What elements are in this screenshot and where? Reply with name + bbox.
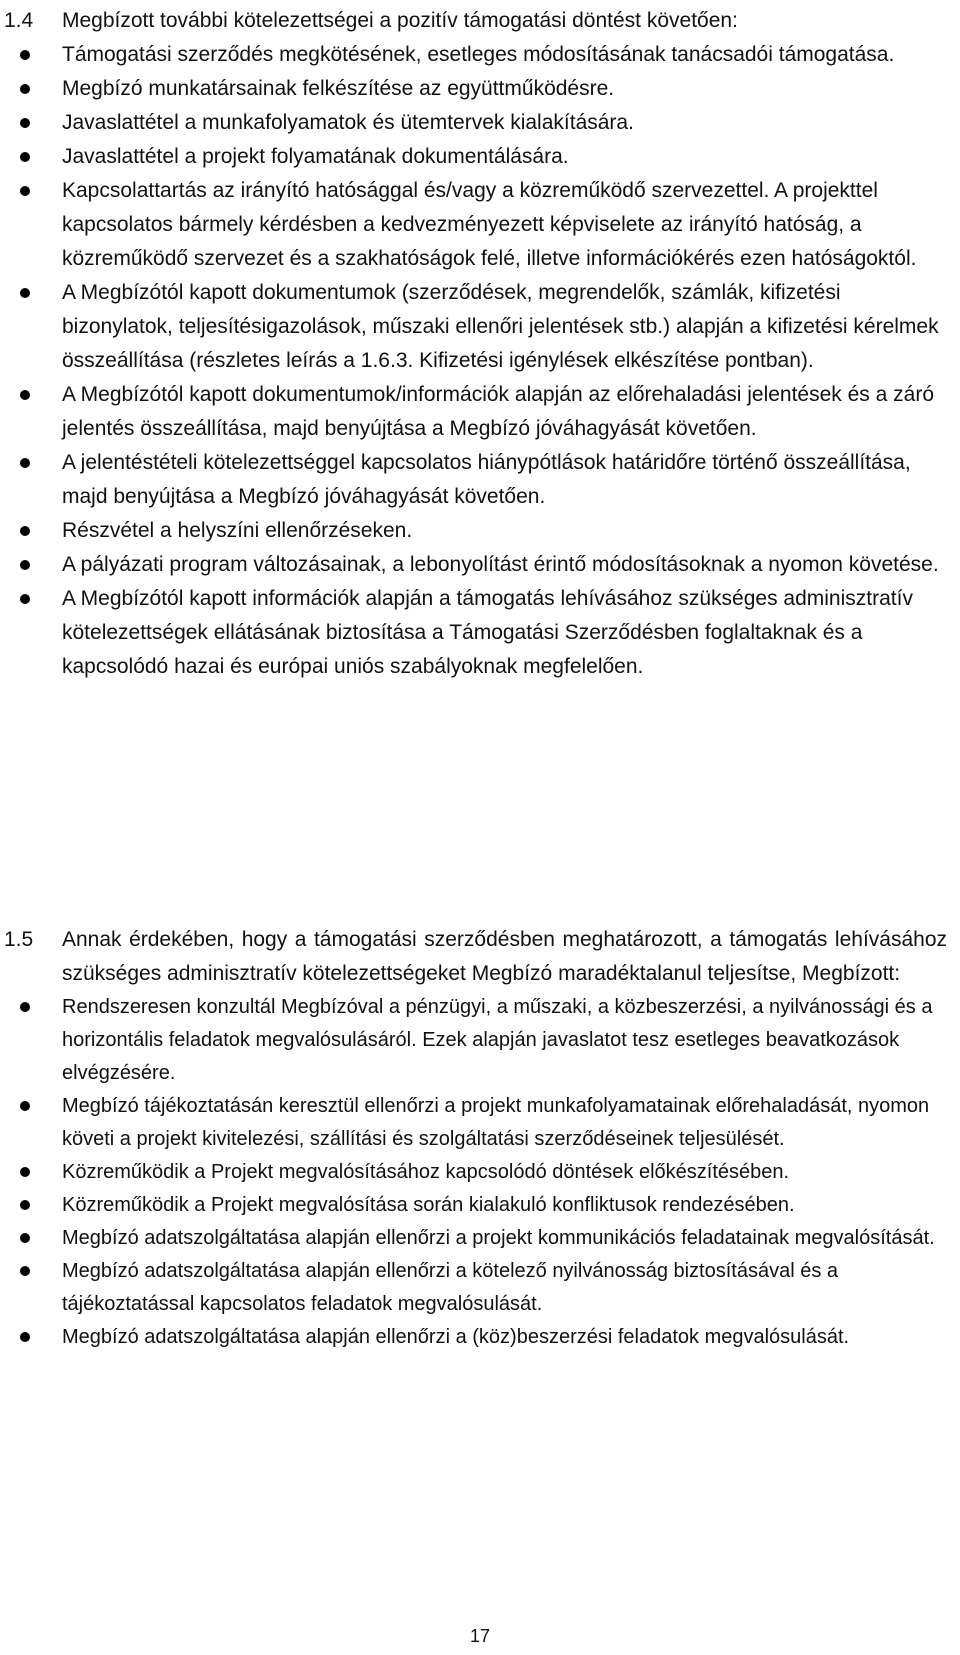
list-item-text: Megbízó tájékoztatásán keresztül ellenőrzi a projekt munkafolyamatainak előrehaladását, nyomon követi a projekt kivitelezési, szállítási és szolgáltatási szerződéseinek teljesülését. [62,1095,930,1150]
section-1-4 [0,4,960,684]
list-item-text: Támogatási szerződés megkötésének, esetleges módosításának tanácsadói támogatása. [62,43,895,66]
list-item [0,548,947,582]
list-item [0,1321,947,1354]
bullet-icon [20,118,30,128]
bullet-icon [20,594,30,604]
list-item [0,378,947,446]
list-item-text: A Megbízótól kapott információk alapján a támogatás lehívásához szükséges adminisztratív kötelezettségek ellátásának biztosítása a Támogatási Szerződésben foglaltaknak és a kapcsolódó hazai és európai uniós szabályoknak megfelelően. [62,587,913,678]
list-item [0,1090,947,1156]
section-number: 1.4 [4,9,34,32]
list-item [0,514,947,548]
bullet-icon [20,1266,30,1276]
bullet-icon [20,1101,30,1111]
list-item [0,1255,947,1321]
bullet-icon [20,1233,30,1243]
list-item [0,106,947,140]
list-item-text: Részvétel a helyszíni ellenőrzéseken. [62,519,413,542]
list-item-text: A jelentéstételi kötelezettséggel kapcsolatos hiánypótlások határidőre történő összeállítása, majd benyújtása a Megbízó jóváhagyását követően. [62,451,911,508]
list-item [0,1189,947,1222]
list-item [0,276,947,378]
list-item-text: Megbízó adatszolgáltatása alapján ellenőrzi a projekt kommunikációs feladatainak megvalósítását. [62,1227,935,1249]
list-item-text: Javaslattétel a munkafolyamatok és ütemtervek kialakítására. [62,111,634,134]
list-item [0,991,947,1090]
page-number: 17 [469,1626,491,1646]
bullet-icon [20,390,30,400]
list-item-text: Megbízó munkatársainak felkészítése az együttműködésre. [62,77,615,100]
list-item [0,582,947,684]
list-item-text: Rendszeresen konzultál Megbízóval a pénzügyi, a műszaki, a közbeszerzési, a nyilvánossági és a horizontális feladatok megvalósulásáról. Ezek alapján javaslatot tesz esetleges beavatkozások elvégzésére. [62,996,933,1084]
list-item-text: A Megbízótól kapott dokumentumok/információk alapján az előrehaladási jelentések és a záró jelentés összeállítása, majd benyújtása a Megbízó jóváhagyását követően. [62,383,935,440]
bullet-list [0,38,960,684]
bullet-icon [20,1167,30,1177]
bullet-icon [20,50,30,60]
list-item-text: A Megbízótól kapott dokumentumok (szerződések, megrendelők, számlák, kifizetési bizonylatok, teljesítésigazolások, műszaki ellenőri jelentések stb.) alapján a kifizetési kérelmek összeállítása (részletes leírás a 1.6.3. Kifizetési igénylések elkészítése pontban). [62,281,939,372]
bullet-icon [20,526,30,536]
bullet-icon [20,186,30,196]
section-heading: Annak érdekében, hogy a támogatási szerződésben meghatározott, a támogatás lehívásához szükséges adminisztratív kötelezettségeket Megbízó maradéktalanul teljesítse, Megbízott: [62,928,947,985]
bullet-icon [20,84,30,94]
list-item [0,1156,947,1189]
bullet-icon [20,152,30,162]
list-item-text: A pályázati program változásainak, a lebonyolítást érintő módosításoknak a nyomon követése. [62,553,939,576]
list-item-text: Javaslattétel a projekt folyamatának dokumentálására. [62,145,569,168]
list-item [0,1222,947,1255]
list-item-text: Megbízó adatszolgáltatása alapján ellenőrzi a (köz)beszerzési feladatok megvalósulását. [62,1326,850,1348]
section-heading: Megbízott további kötelezettségei a pozitív támogatási döntést követően: [62,9,738,32]
list-item-text: Közreműködik a Projekt megvalósításához kapcsolódó döntések előkészítésében. [62,1161,790,1183]
bullet-icon [20,288,30,298]
bullet-list [0,991,960,1354]
list-item [0,446,947,514]
list-item [0,72,947,106]
section-1-5 [0,923,960,1354]
list-item-text: Közreműködik a Projekt megvalósítása során kialakuló konfliktusok rendezésében. [62,1194,795,1216]
bullet-icon [20,1002,30,1012]
list-item-text: Kapcsolattartás az irányító hatósággal és/vagy a közreműködő szervezettel. A projekttel kapcsolatos bármely kérdésben a kedvezményezett képviselete az irányító hatóság, a közreműködő szervezet és a szakhatóságok felé, illetve információkérés ezen hatóságoktól. [62,179,917,270]
bullet-icon [20,560,30,570]
bullet-icon [20,1332,30,1342]
list-item [0,174,947,276]
bullet-icon [20,1200,30,1210]
list-item [0,38,947,72]
section-number: 1.5 [4,928,34,951]
list-item [0,140,947,174]
list-item-text: Megbízó adatszolgáltatása alapján ellenőrzi a kötelező nyilvánosság biztosításával és a tájékoztatással kapcsolatos feladatok megvalósulását. [62,1260,839,1315]
bullet-icon [20,458,30,468]
